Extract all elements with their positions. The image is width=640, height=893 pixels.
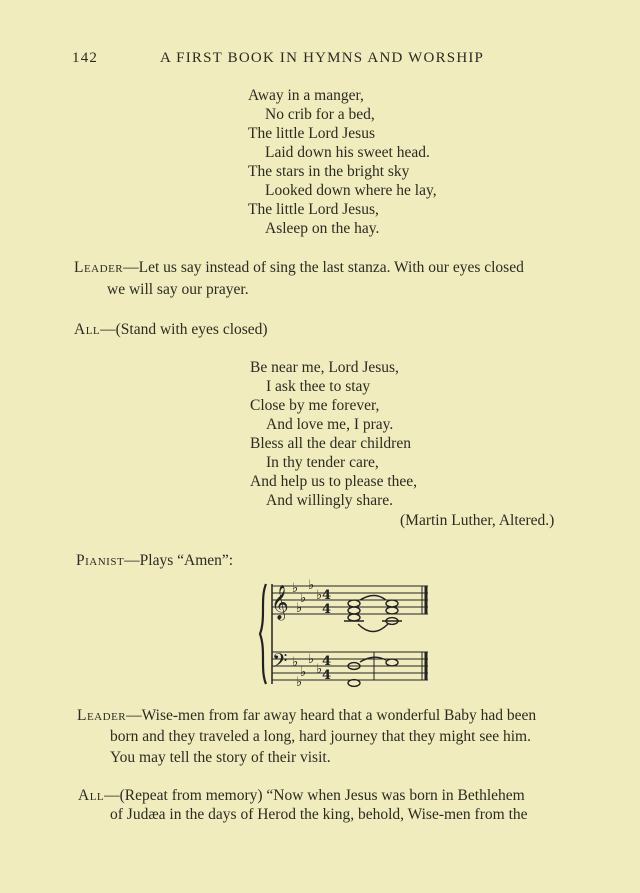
bass-clef-icon: 𝄢 [272,649,288,677]
whole-note [386,659,398,666]
paragraph-line [74,258,524,278]
paragraph-line: of Judæa in the days of Herod the king, behold, Wise-men from the [110,806,528,823]
all-text: —(Repeat from memory) “Now when Jesus was born in Bethlehem [104,787,525,804]
bass-key-signature [292,652,322,690]
page-header [72,50,612,72]
tie [360,596,386,601]
paragraph-line [78,786,525,806]
all-text: —(Stand with eyes closed) [100,321,268,338]
treble-key-signature [292,578,322,616]
poem-line: And love me, I pray. [266,416,394,433]
treble-time-signature [322,588,331,617]
speaker-all: All [74,321,101,338]
whole-note [386,607,398,614]
tie [360,657,386,662]
flat-icon: ♭ [308,578,315,593]
pianist-text: —Plays “Amen”: [124,552,234,569]
flat-icon: ♭ [296,675,303,690]
flat-icon: ♭ [316,662,323,677]
poem-line: Bless all the dear children [250,435,411,452]
poem-line: Close by me forever, [250,397,380,414]
whole-note [348,600,360,607]
speaker-pianist: Pianist [76,552,125,569]
whole-note [348,614,360,621]
speaker-all: All [78,787,105,804]
whole-note [348,680,360,687]
flat-icon: ♭ [316,588,323,603]
poem-line: The little Lord Jesus, [248,201,379,218]
time-sig-top: 4 [322,588,332,603]
poem-line: Asleep on the hay. [265,220,380,237]
paragraph-line [77,706,536,726]
flat-icon: ♭ [296,601,303,616]
poem-line: Away in a manger, [248,87,364,104]
attribution: (Martin Luther, Altered.) [400,512,555,529]
all-paragraph-1 [74,320,268,340]
flat-icon: ♭ [300,591,307,606]
poem-line: And help us to please thee, [250,473,418,490]
poem-line: In thy tender care, [266,454,379,471]
time-sig-top: 4 [322,654,332,669]
paragraph-line: You may tell the story of their visit. [110,749,331,766]
flat-icon: ♭ [308,652,315,667]
poem-line: No crib for a bed, [265,106,375,123]
whole-note [386,600,398,607]
pianist-paragraph [76,551,233,571]
speaker-leader: Leader [77,707,127,724]
bass-time-signature [322,654,331,683]
music-staff-svg [258,578,438,690]
time-sig-bottom: 4 [322,602,332,617]
flat-icon: ♭ [292,581,299,596]
amen-music-notation [258,578,438,690]
treble-clef-icon: 𝄞 [271,585,289,620]
time-sig-bottom: 4 [322,668,332,683]
flat-icon: ♭ [300,665,307,680]
poem-line: Looked down where he lay, [265,182,437,199]
poem-line: Be near me, Lord Jesus, [250,359,399,376]
running-title: A FIRST BOOK IN HYMNS AND WORSHIP [160,50,485,66]
leader-text: —Let us say instead of sing the last stanza. With our eyes closed [123,259,524,276]
page-number: 142 [72,50,99,66]
speaker-leader: Leader [74,259,124,276]
paragraph-line: we will say our prayer. [107,281,249,298]
bass-notes [348,657,398,686]
poem-line: The stars in the bright sky [248,163,410,180]
poem-line: I ask thee to stay [266,378,371,395]
poem-line: Laid down his sweet head. [265,144,430,161]
flat-icon: ♭ [292,655,299,670]
poem-line: And willingly share. [266,492,393,509]
whole-note [348,607,360,614]
paragraph-line: born and they traveled a long, hard journey that they might see him. [110,728,531,745]
poem-line: The little Lord Jesus [248,125,375,142]
tie [358,624,388,632]
leader-text: —Wise-men from far away heard that a wonderful Baby had been [126,707,537,724]
grand-staff-brace [260,584,266,684]
